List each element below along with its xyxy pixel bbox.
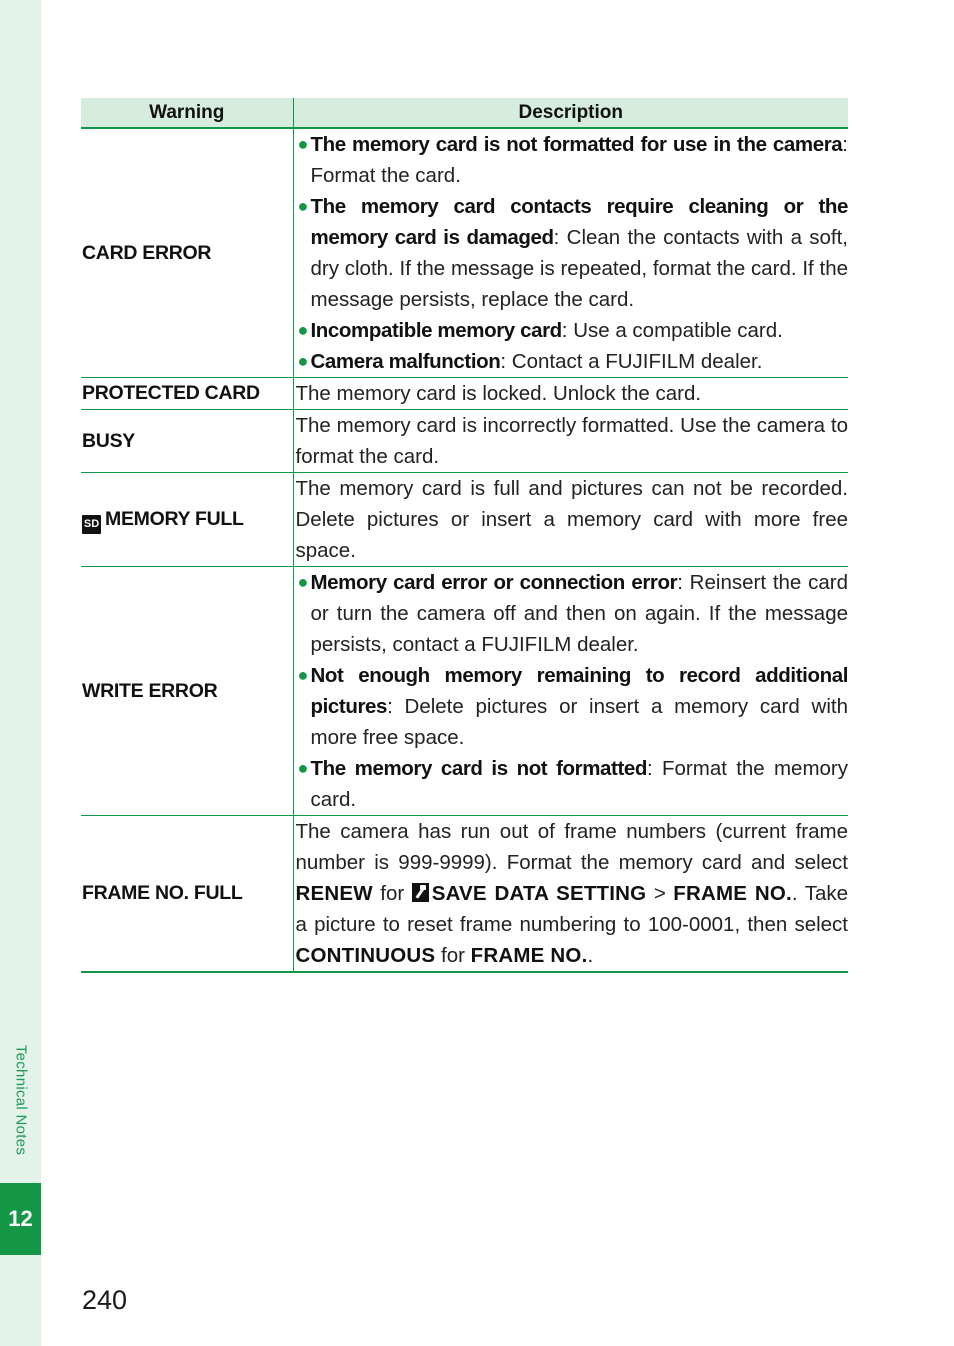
warning-name: MEMORY FULL: [105, 508, 244, 530]
warning-name: WRITE ERROR: [81, 567, 293, 816]
bullet-icon: ●: [297, 665, 309, 685]
bullet-term: Memory card error or connection error: [310, 571, 678, 594]
warnings-table: [81, 98, 848, 973]
bullet-term: Camera malfunction: [310, 350, 501, 373]
bullet-text: : Format the memory card.: [310, 757, 848, 811]
table-row: [81, 410, 848, 473]
warning-name-cell: [81, 473, 293, 567]
menu-option-continuous: CONTINUOUS: [295, 944, 436, 967]
section-label: Technical Notes: [12, 1044, 30, 1156]
bullet-icon: ●: [297, 572, 309, 592]
warning-name: CARD ERROR: [81, 128, 293, 378]
desc-text: for: [372, 882, 412, 905]
table-row: [81, 816, 848, 973]
bullet-text: : Delete pictures or insert a memory card with more free space.: [310, 695, 848, 749]
bullet-text: : Format the card.: [310, 133, 848, 187]
bullet-text: : Clean the contacts with a soft, dry cloth. If the message is repeated, format the card. If the message persists, replace the card.: [310, 226, 848, 311]
desc-text: . Take a picture to reset frame numbering to 100-0001, then select: [295, 882, 848, 936]
list-item: [296, 129, 849, 191]
warning-name: FRAME NO. FULL: [81, 816, 293, 973]
bullet-icon: ●: [297, 758, 309, 778]
warning-name: BUSY: [81, 410, 293, 473]
bullet-text: : Use a compatible card.: [561, 319, 783, 342]
desc-text: for: [435, 944, 471, 967]
chapter-tab: 12: [0, 1183, 41, 1255]
bullet-icon: ●: [297, 320, 309, 340]
bullet-icon: ●: [297, 134, 309, 154]
list-item: [296, 567, 849, 660]
bullet-term: The memory card is not formatted: [310, 757, 648, 780]
warning-description: [293, 128, 848, 378]
list-item: [296, 346, 849, 377]
table-row: [81, 473, 848, 567]
menu-option-renew: RENEW: [295, 882, 373, 905]
bullet-icon: ●: [297, 351, 309, 371]
bullet-list: [296, 567, 849, 815]
table-row: [81, 128, 848, 378]
wrench-icon: [412, 883, 429, 902]
bullet-term: The memory card contacts require cleaning or the memory card is damaged: [310, 195, 848, 249]
list-item: [296, 660, 849, 753]
table-row: [81, 378, 848, 410]
warning-description: The memory card is full and pictures can not be recorded. Delete pictures or insert a memory card with more free space.: [293, 473, 848, 567]
menu-frame-no: FRAME NO.: [470, 944, 588, 967]
bullet-term: Incompatible memory card: [310, 319, 562, 342]
warning-description: The memory card is incorrectly formatted. Use the camera to format the card.: [293, 410, 848, 473]
menu-frame-no: FRAME NO.: [673, 882, 792, 905]
list-item: [296, 753, 849, 815]
bullet-text: : Contact a FUJIFILM dealer.: [500, 350, 763, 373]
desc-text: >: [646, 882, 674, 905]
table-row: [81, 567, 848, 816]
desc-text: The camera has run out of frame numbers (current frame number is 999-9999). Format the memory card and select: [295, 820, 848, 874]
warning-description: The memory card is locked. Unlock the card.: [293, 378, 848, 410]
bullet-term: Not enough memory remaining to record additional pictures: [310, 664, 848, 718]
bullet-list: [296, 129, 849, 377]
list-item: [296, 315, 849, 346]
warning-description: [293, 816, 848, 973]
table-header-row: [81, 98, 848, 128]
sd-card-icon: [82, 515, 101, 534]
bullet-term: The memory card is not formatted for use in the camera: [310, 133, 843, 156]
bullet-text: : Reinsert the card or turn the camera off and then on again. If the message persists, contact a FUJIFILM dealer.: [310, 571, 849, 656]
header-warning: Warning: [81, 98, 293, 128]
header-description: Description: [293, 98, 848, 128]
warning-name: PROTECTED CARD: [81, 378, 293, 410]
page-number: 240: [82, 1285, 128, 1315]
desc-text: .: [587, 944, 594, 967]
warning-description: [293, 567, 848, 816]
list-item: [296, 191, 849, 315]
bullet-icon: ●: [297, 196, 309, 216]
menu-save-data-setting: SAVE DATA SETTING: [431, 882, 647, 905]
